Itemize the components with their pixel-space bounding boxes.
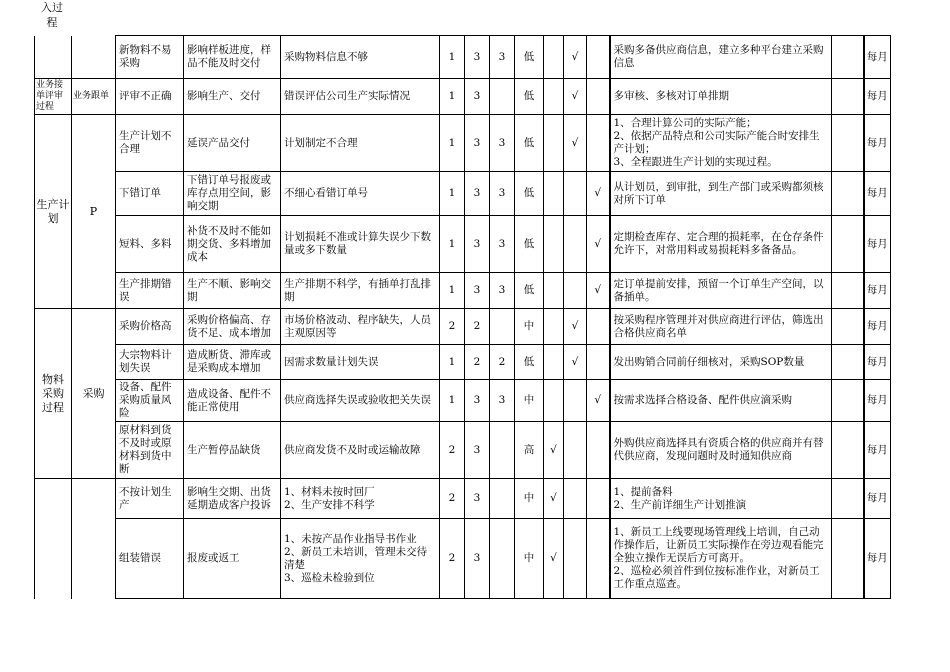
risk-level-cell: 低 — [515, 273, 544, 309]
failure-mode-cell: 造成设备、配件不能正常使用 — [184, 380, 281, 422]
check-cell-3: √ — [587, 380, 610, 422]
cause-cell: 生产排期不科学，有插单打乱排期 — [281, 273, 440, 309]
sub-process-cell: 设备、配件采购质量风险 — [116, 380, 184, 422]
frequency-cell: 每月 — [864, 79, 891, 115]
check-cell-2 — [564, 216, 587, 273]
cause-cell: 采购物料信息不够 — [281, 36, 440, 79]
frequency-cell: 每月 — [864, 36, 891, 79]
detection-cell: 3 — [490, 115, 515, 172]
occurrence-cell: 3 — [465, 79, 490, 115]
detection-cell — [490, 309, 515, 345]
check-cell-1 — [544, 345, 564, 380]
failure-mode-cell: 生产暂停品缺货 — [184, 422, 281, 479]
check-cell-3 — [587, 479, 610, 519]
severity-cell: 1 — [440, 273, 465, 309]
check-cell-2 — [564, 380, 587, 422]
detection-cell — [490, 79, 515, 115]
table-row — [35, 172, 891, 216]
occurrence-cell: 3 — [465, 422, 490, 479]
measure-cell: 发出购销合同前仔细核对，采购SOP数量 — [610, 345, 832, 380]
process-label-line2: 程 — [46, 16, 58, 29]
risk-level-cell: 中 — [515, 380, 544, 422]
risk-level-cell: 高 — [515, 422, 544, 479]
sub-process-cell: 不按计划生产 — [116, 479, 184, 519]
occurrence-cell: 3 — [465, 216, 490, 273]
blank-cell — [832, 216, 864, 273]
detection-cell: 3 — [490, 273, 515, 309]
risk-level-cell: 低 — [515, 172, 544, 216]
sub-process-cell: 组装错误 — [116, 519, 184, 599]
occurrence-cell: 3 — [465, 479, 490, 519]
check-cell-2 — [564, 519, 587, 599]
cause-cell: 计划制定不合理 — [281, 115, 440, 172]
occurrence-cell: 3 — [465, 519, 490, 599]
department-cell — [72, 36, 116, 79]
risk-level-cell: 低 — [515, 345, 544, 380]
check-cell-3 — [587, 79, 610, 115]
sub-process-cell: 生产排期错误 — [116, 273, 184, 309]
check-cell-1 — [544, 380, 564, 422]
check-cell-1 — [544, 172, 564, 216]
check-cell-1 — [544, 79, 564, 115]
risk-level-cell: 低 — [515, 36, 544, 79]
measure-cell: 1、提前备料 2、生产前详细生产计划推演 — [610, 479, 832, 519]
frequency-cell: 每月 — [864, 479, 891, 519]
cause-cell: 1、材料未按时回厂 2、生产安排不科学 — [281, 479, 440, 519]
sub-process-cell: 新物料不易采购 — [116, 36, 184, 79]
risk-level-cell: 低 — [515, 115, 544, 172]
measure-cell: 外购供应商选择具有资质合格的供应商并有替代供应商，发现问题时及时通知供应商 — [610, 422, 832, 479]
department-cell — [72, 479, 116, 599]
severity-cell: 1 — [440, 115, 465, 172]
cause-cell: 市场价格波动、程序缺失，人员主观原因等 — [281, 309, 440, 345]
failure-mode-cell: 下错订单号报废或库存点用空间，影响交期 — [184, 172, 281, 216]
blank-cell — [832, 79, 864, 115]
table-row — [35, 79, 891, 115]
severity-cell: 2 — [440, 422, 465, 479]
failure-mode-cell: 影响生交期、出货延期造成客户投诉 — [184, 479, 281, 519]
detection-cell: 3 — [490, 216, 515, 273]
process-cell: 生产计划 — [35, 115, 72, 309]
process-cell — [35, 479, 72, 599]
occurrence-cell: 3 — [465, 36, 490, 79]
sub-process-cell: 生产计划不合理 — [116, 115, 184, 172]
occurrence-cell: 2 — [465, 345, 490, 380]
table-row — [35, 216, 891, 273]
check-cell-1 — [544, 273, 564, 309]
blank-cell — [832, 380, 864, 422]
frequency-cell: 每月 — [864, 345, 891, 380]
failure-mode-cell: 补货不及时不能如期交货、多料增加成本 — [184, 216, 281, 273]
failure-mode-cell: 生产不顺、影响交期 — [184, 273, 281, 309]
check-cell-2: √ — [564, 345, 587, 380]
severity-cell: 1 — [440, 380, 465, 422]
occurrence-cell: 3 — [465, 380, 490, 422]
check-cell-1 — [544, 115, 564, 172]
frequency-cell: 每月 — [864, 273, 891, 309]
detection-cell: 3 — [490, 380, 515, 422]
check-cell-2 — [564, 479, 587, 519]
table-row — [35, 479, 891, 519]
severity-cell: 2 — [440, 519, 465, 599]
cause-cell: 错误评估公司生产实际情况 — [281, 79, 440, 115]
detection-cell — [490, 422, 515, 479]
blank-cell — [832, 479, 864, 519]
check-cell-1 — [544, 36, 564, 79]
process-label-line1: 入过 — [41, 1, 63, 14]
check-cell-3: √ — [587, 273, 610, 309]
blank-cell — [832, 519, 864, 599]
cause-cell: 计划损耗不准或计算失误少下数量或多下数量 — [281, 216, 440, 273]
frequency-cell: 每月 — [864, 115, 891, 172]
check-cell-1: √ — [544, 519, 564, 599]
cause-cell: 因需求数量计划失误 — [281, 345, 440, 380]
frequency-cell: 每月 — [864, 519, 891, 599]
check-cell-2 — [564, 273, 587, 309]
blank-cell — [832, 273, 864, 309]
check-cell-1 — [544, 309, 564, 345]
detection-cell — [490, 479, 515, 519]
blank-cell — [832, 115, 864, 172]
blank-cell — [832, 172, 864, 216]
check-cell-2: √ — [564, 79, 587, 115]
measure-cell: 采购多备供应商信息，建立多种平台建立采购信息 — [610, 36, 832, 79]
measure-cell: 按需求选择合格设备、配件供应滴采购 — [610, 380, 832, 422]
blank-cell — [832, 345, 864, 380]
sub-process-cell: 短料、多料 — [116, 216, 184, 273]
failure-mode-cell: 报废或返工 — [184, 519, 281, 599]
detection-cell: 3 — [490, 36, 515, 79]
check-cell-3 — [587, 422, 610, 479]
occurrence-cell: 3 — [465, 273, 490, 309]
table-row — [35, 422, 891, 479]
check-cell-1: √ — [544, 479, 564, 519]
sub-process-cell: 下错订单 — [116, 172, 184, 216]
detection-cell: 3 — [490, 172, 515, 216]
check-cell-2: √ — [564, 309, 587, 345]
frequency-cell: 每月 — [864, 380, 891, 422]
severity-cell: 1 — [440, 345, 465, 380]
risk-level-cell: 低 — [515, 216, 544, 273]
check-cell-2: √ — [564, 36, 587, 79]
failure-mode-cell: 造成断货、滞库或是采购成本增加 — [184, 345, 281, 380]
table-row — [35, 345, 891, 380]
department-cell: 采购 — [72, 309, 116, 479]
check-cell-3 — [587, 345, 610, 380]
table-row — [35, 273, 891, 309]
measure-cell: 1、合理计算公司的实际产能； 2、依据产品特点和公司实际产能合时安排生产计划； 3、全程跟进生产计划的实现过程。 — [610, 115, 832, 172]
table-row — [35, 115, 891, 172]
cause-cell: 供应商发货不及时或运输故障 — [281, 422, 440, 479]
check-cell-3 — [587, 519, 610, 599]
failure-mode-cell: 采购价格偏高、存货不足、成本增加 — [184, 309, 281, 345]
blank-cell — [832, 36, 864, 79]
measure-cell: 多审核、多核对订单排期 — [610, 79, 832, 115]
detection-cell — [490, 519, 515, 599]
check-cell-2: √ — [564, 115, 587, 172]
measure-cell: 按采购程序管理并对供应商进行评估，筛选出合格供应商名单 — [610, 309, 832, 345]
check-cell-3: √ — [587, 172, 610, 216]
risk-level-cell: 中 — [515, 479, 544, 519]
department-cell: 业务跟单 — [72, 79, 116, 115]
process-cell — [35, 36, 72, 79]
cause-cell: 不细心看错订单号 — [281, 172, 440, 216]
frequency-cell: 每月 — [864, 172, 891, 216]
failure-mode-cell: 影响样板进度，样品不能及时交付 — [184, 36, 281, 79]
severity-cell: 2 — [440, 309, 465, 345]
table-row — [35, 36, 891, 79]
severity-cell: 1 — [440, 36, 465, 79]
severity-cell: 1 — [440, 216, 465, 273]
check-cell-3 — [587, 36, 610, 79]
failure-mode-cell: 影响生产、交付 — [184, 79, 281, 115]
check-cell-3 — [587, 309, 610, 345]
process-label-top — [32, 0, 72, 30]
check-cell-1 — [544, 216, 564, 273]
check-cell-3: √ — [587, 216, 610, 273]
blank-cell — [832, 309, 864, 345]
process-cell: 业务接单评审过程 — [35, 79, 72, 115]
detection-cell: 2 — [490, 345, 515, 380]
occurrence-cell: 3 — [465, 172, 490, 216]
risk-level-cell: 中 — [515, 519, 544, 599]
check-cell-3 — [587, 115, 610, 172]
check-cell-2 — [564, 172, 587, 216]
table-row — [35, 380, 891, 422]
sub-process-cell: 大宗物料计划失误 — [116, 345, 184, 380]
cause-cell: 供应商选择失误或验收把关失误 — [281, 380, 440, 422]
process-cell: 物料采购过程 — [35, 309, 72, 479]
severity-cell: 1 — [440, 172, 465, 216]
check-cell-2 — [564, 422, 587, 479]
blank-cell — [832, 422, 864, 479]
severity-cell: 1 — [440, 79, 465, 115]
occurrence-cell: 3 — [465, 115, 490, 172]
table-row — [35, 309, 891, 345]
frequency-cell: 每月 — [864, 216, 891, 273]
measure-cell: 从计划员，到审批，到生产部门或采购都须核对所下订单 — [610, 172, 832, 216]
department-cell: P — [72, 115, 116, 309]
cause-cell: 1、未按产品作业指导书作业 2、新员工未培训，管理未交待清楚 3、巡检未检验到位 — [281, 519, 440, 599]
frequency-cell: 每月 — [864, 309, 891, 345]
sub-process-cell: 采购价格高 — [116, 309, 184, 345]
measure-cell: 1、新员工上线要现场管理线上培训，自己动作操作后，让新员工实际操作在旁边观看能完全独立操作无误后方可离开。 2、巡检必须首件到位按标准作业，对新员工工作重点巡查。 — [610, 519, 832, 599]
sub-process-cell: 原材料到货不及时或原材料到货中断 — [116, 422, 184, 479]
measure-cell: 定期检查库存、定合理的损耗率，在仓存条件允许下，对常用料或易损耗料多备备品。 — [610, 216, 832, 273]
severity-cell: 2 — [440, 479, 465, 519]
frequency-cell: 每月 — [864, 422, 891, 479]
risk-level-cell: 中 — [515, 309, 544, 345]
risk-level-cell: 低 — [515, 79, 544, 115]
table-row — [35, 519, 891, 599]
risk-assessment-table — [34, 35, 891, 599]
occurrence-cell: 2 — [465, 309, 490, 345]
measure-cell: 定订单提前安排，预留一个订单生产空间，以备插单。 — [610, 273, 832, 309]
sub-process-cell: 评审不正确 — [116, 79, 184, 115]
failure-mode-cell: 延误产品交付 — [184, 115, 281, 172]
check-cell-1: √ — [544, 422, 564, 479]
